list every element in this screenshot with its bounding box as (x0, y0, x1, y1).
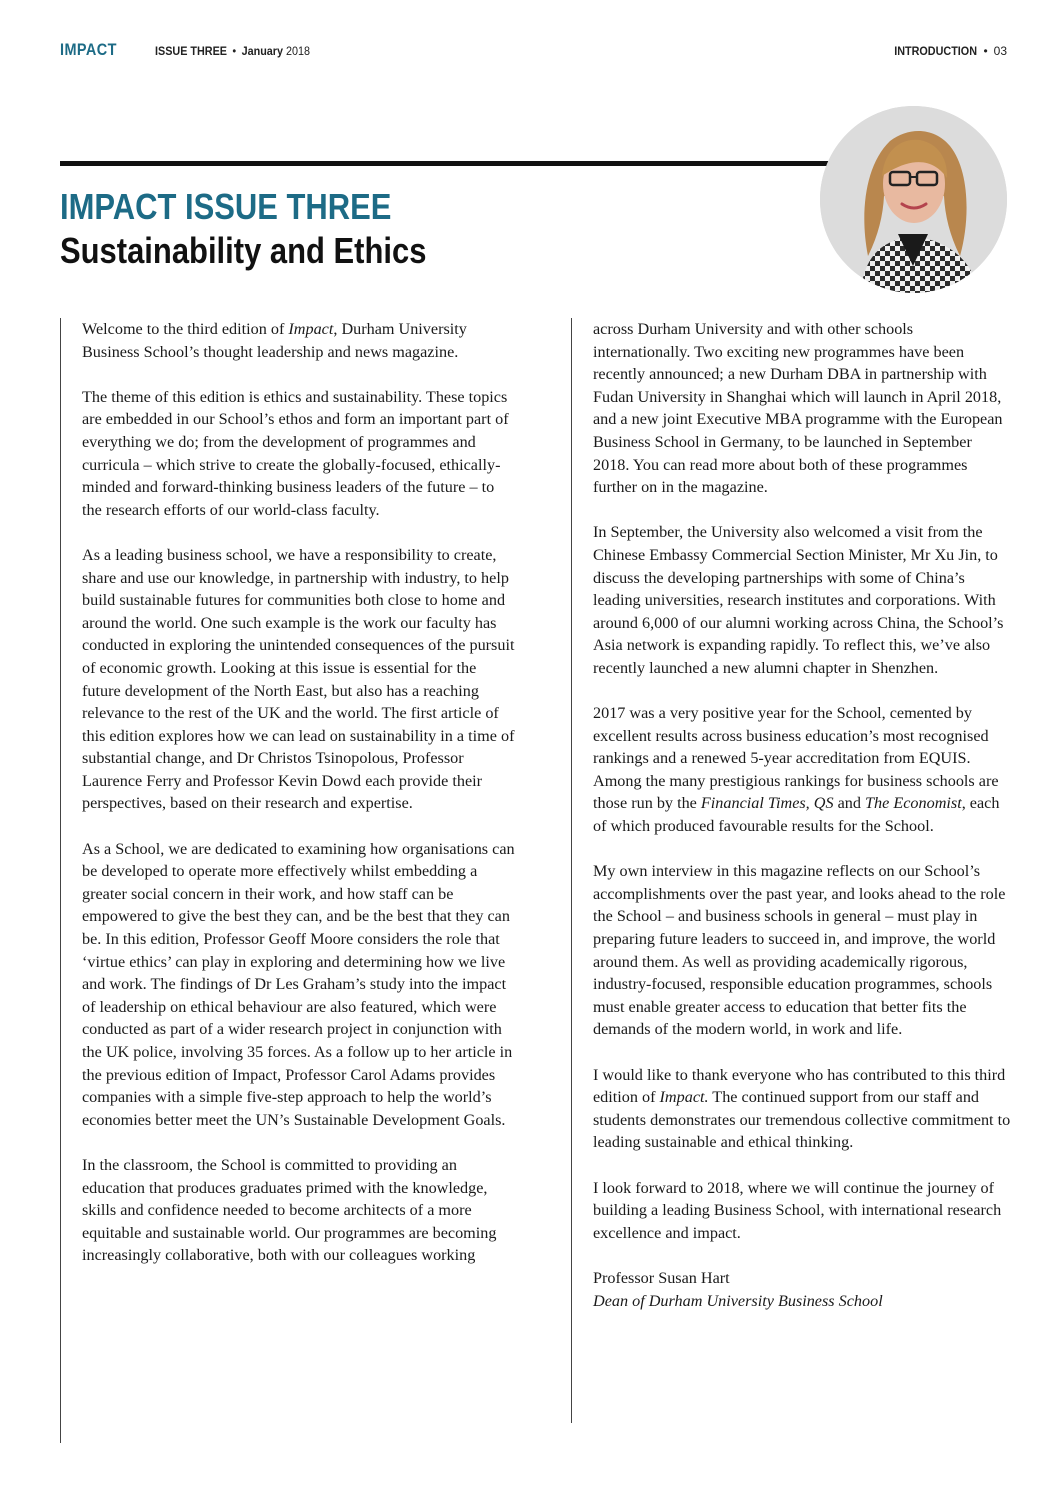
paragraph: In the classroom, the School is committed to providing an education that produces graduates primed with the knowledge, skills and confidence needed to become architects of a more equitable and sustainable world. Our programmes are becoming increasingly collaborative, both with our colleagues working (82, 1155, 497, 1265)
text-run: I would like to thank everyone who has contributed to this third edition of (593, 1065, 1006, 1107)
publication-name: The Economist (865, 794, 962, 813)
text-run: , each of which produced favourable results for the School. (593, 794, 1000, 836)
brand-logo-text: IMPACT (60, 40, 117, 59)
page-subtitle: Sustainability and Ethics (60, 230, 427, 271)
page-number: 03 (993, 44, 1007, 58)
paragraph: As a leading business school, we have a responsibility to create, share and use our knowledge, in partnership with industry, to help build sustainable futures for communities both close to home and around the world. One such example is the work our faculty has conducted in exploring the unintended consequences of the pursuit of economic growth. Looking at this issue is essential for the future development of the North East, but also has a reaching relevance to the rest of the UK and the world. The first article of this edition explores how we can lead on sustainability in a time of substantial change, and Dr Christos Tsinopolous, Professor Laurence Ferry and Professor Kevin Dowd each provide their perspectives, based on their research and expertise. (82, 545, 515, 813)
paragraph: My own interview in this magazine reflects on our School’s accomplishments over the past year, and looks ahead to the role the School – and business schools in general – must play in preparing future leaders to succeed in, and improve, the world around them. As well as providing academically rigorous, industry-focused, responsible education programmes, schools must enable greater access to education that better fits the demands of the modern world, in work and life. (593, 862, 1006, 1039)
issue-label: ISSUE THREE (155, 44, 228, 58)
paragraph (82, 318, 518, 363)
signature-role: Dean of Durham University Business School (593, 1291, 883, 1310)
issue-info (155, 44, 310, 58)
magazine-name: Impact. (659, 1088, 709, 1107)
paragraph: across Durham University and with other schools internationally. Two exciting new programmes have been recently announced; a new Durham DBA in partnership with Fudan University in Shanghai which will launch in April 2018, and a new joint Executive MBA programme with the European Business School in Germany, to be launched in September 2018. You can read more about both of these programmes further on in the magazine. (593, 320, 1003, 497)
paragraph: The theme of this edition is ethics and sustainability. These topics are embedded in our School’s ethos and form an important part of everything we do; from the development of programmes and curricula – which strive to create the globally-focused, ethically-minded and forward-thinking business leaders of the future – to the research efforts of our world-class faculty. (82, 387, 509, 519)
page-title: IMPACT ISSUE THREE (60, 186, 392, 227)
author-portrait (820, 106, 1007, 293)
paragraph (593, 702, 1011, 838)
issue-month: January (241, 44, 284, 58)
magazine-name: Impact (288, 320, 334, 338)
bullet-separator: • (232, 44, 237, 58)
header-rule (60, 161, 850, 166)
section-info (885, 44, 1007, 58)
right-text-column (571, 318, 1011, 1423)
text-run: , Durham University Business School’s thought leadership and news magazine. (82, 320, 467, 361)
bullet-separator: • (983, 44, 988, 58)
text-run: 2017 was a very positive year for the School, cemented by excellent results across business education’s most recognised rankings and a renewed 5-year accreditation from EQUIS. Among the many prestigious rankings for business schools are those run by the (593, 704, 999, 813)
text-run: The continued support from our staff and students demonstrates our tremendous collective commitment to leading sustainable and ethical thinking. (593, 1088, 1011, 1152)
paragraph (593, 1064, 1011, 1154)
paragraph: In September, the University also welcomed a visit from the Chinese Embassy Commercial Section Minister, Mr Xu Jin, to discuss the developing partnerships with some of China’s leading universities, research institutes and corporations. With around 6,000 of our alumni working across China, the School’s Asia network is expanding rapidly. To reflect this, we’ve also recently launched a new alumni chapter in Shenzhen. (593, 523, 1004, 677)
text-run: and (833, 794, 866, 813)
paragraph: I look forward to 2018, where we will continue the journey of building a leading Business School, with international research excellence and impact. (593, 1178, 1002, 1242)
portrait-illustration (820, 106, 1007, 293)
left-text-column (60, 318, 518, 1443)
page-header (0, 0, 1055, 70)
text-run: Welcome to the third edition of (82, 320, 289, 338)
section-label: INTRODUCTION (894, 44, 978, 58)
paragraph: As a School, we are dedicated to examining how organisations can be developed to operate more effectively whilst embedding a greater social concern in their work, and how staff can be empowered to give the best they can, and be the best that they can be. In this edition, Professor Geoff Moore considers the role that ‘virtue ethics’ can play in exploring and determining how we live and work. The findings of Dr Les Graham’s study into the impact of leadership on ethical behaviour are also featured, which were conducted as part of a wider research project in conjunction with the UK police, involving 35 forces. As a follow up to her article in the previous edition of Impact, Professor Carol Adams provides companies with a simple five-step approach to help the world’s economies better meet the UN’s Sustainable Development Goals. (82, 839, 515, 1129)
signature (593, 1267, 1011, 1312)
publication-name: Financial Times, QS (700, 794, 834, 813)
issue-year: 2018 (286, 44, 311, 58)
signature-name: Professor Susan Hart (593, 1268, 730, 1287)
